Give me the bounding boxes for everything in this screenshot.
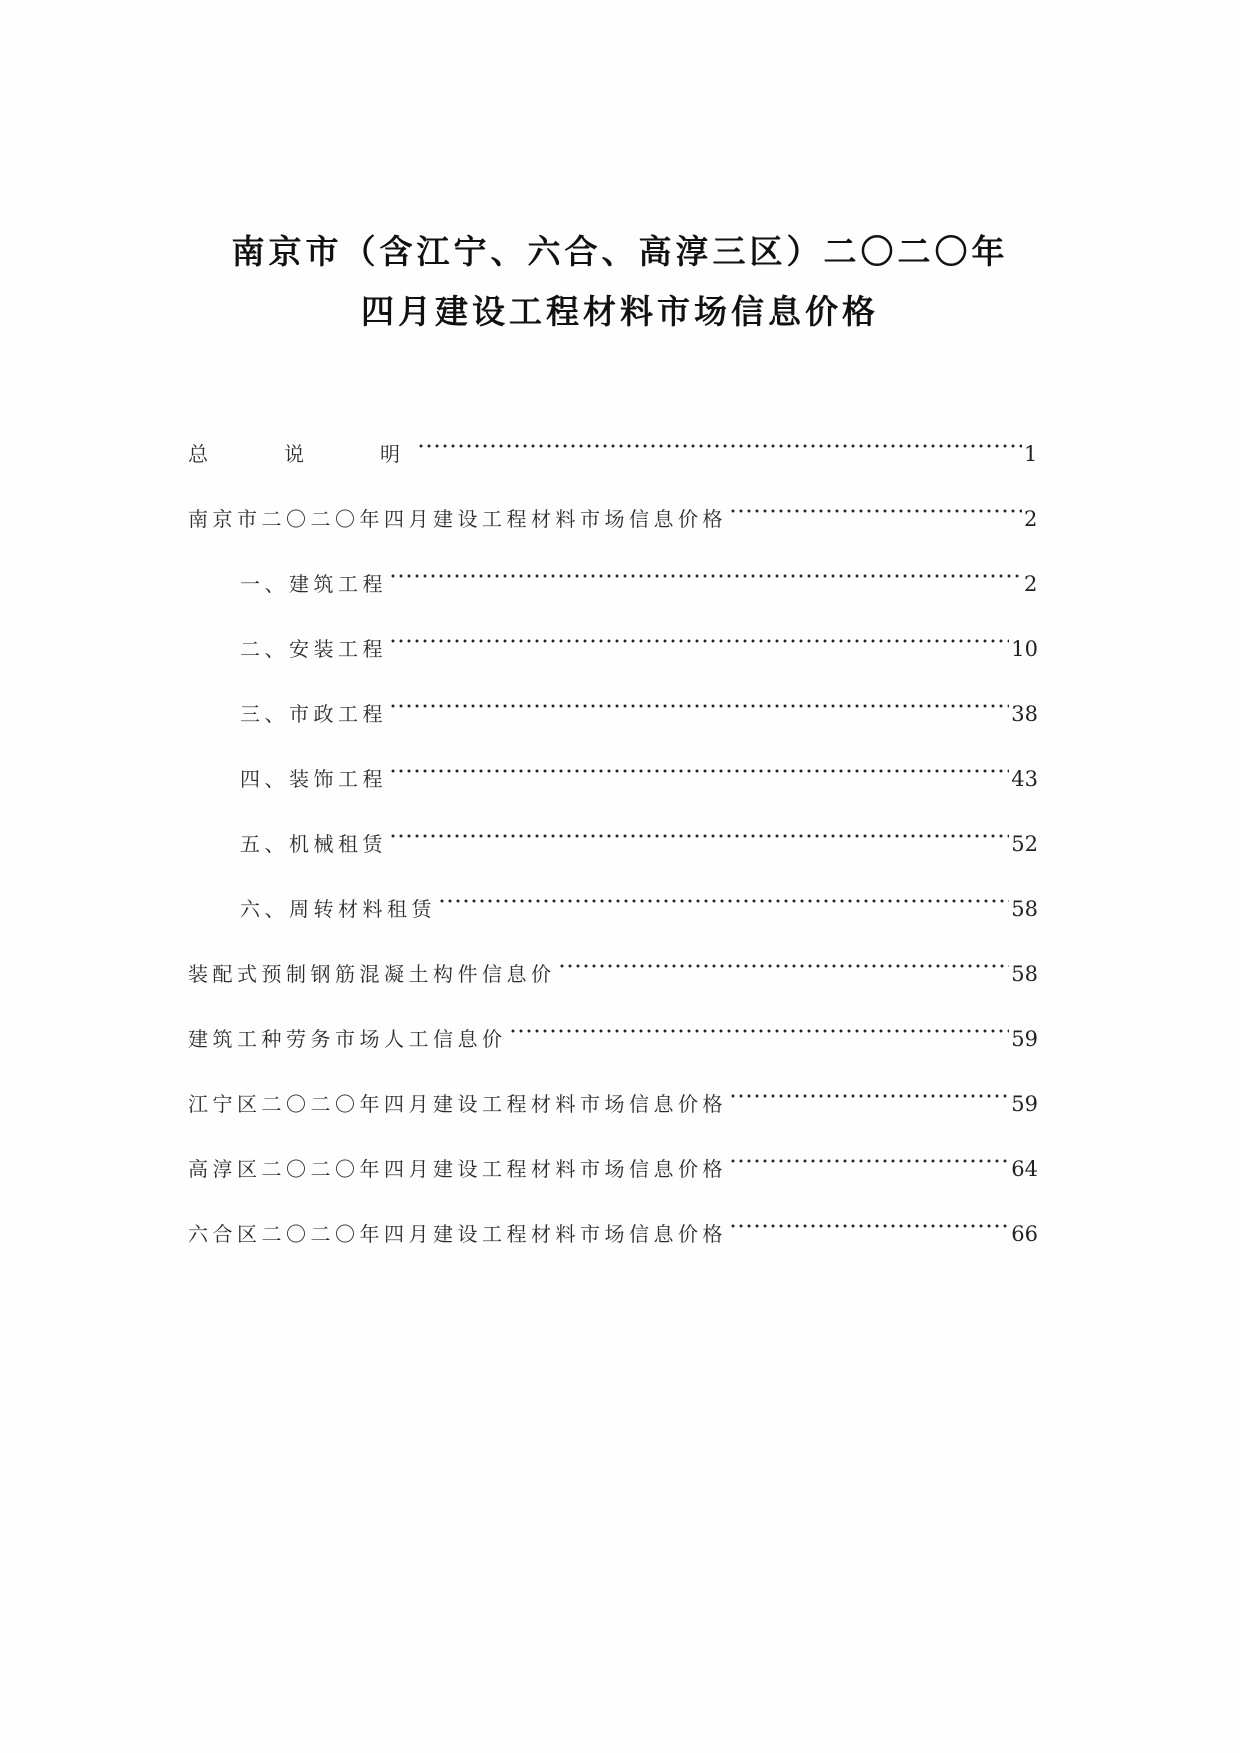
toc-page-number: 66	[1011, 1222, 1038, 1246]
toc-entry-jiangning-prices[interactable]	[188, 1075, 1038, 1140]
toc-entry-precast-concrete[interactable]	[188, 945, 1038, 1010]
toc-page-number: 58	[1011, 962, 1038, 986]
toc-entry-label: 装配式预制钢筋混凝土构件信息价	[188, 962, 556, 986]
toc-page-number: 58	[1011, 897, 1038, 921]
dot-leader	[389, 555, 1022, 591]
toc-entry-label: 三、市政工程	[240, 702, 387, 726]
document-title	[0, 222, 1240, 342]
toc-entry-label: 五、机械租赁	[240, 832, 387, 856]
dot-leader	[389, 620, 1009, 656]
toc-entry-label: 二、安装工程	[240, 637, 387, 661]
dot-leader	[729, 490, 1022, 526]
toc-label-char: 明	[380, 442, 400, 466]
toc-page-number: 52	[1011, 832, 1038, 856]
dot-leader	[729, 1205, 1009, 1241]
toc-page-number: 2	[1024, 507, 1038, 531]
toc-entry-installation-engineering[interactable]	[188, 620, 1038, 685]
toc-entry-municipal-engineering[interactable]	[188, 685, 1038, 750]
dot-leader	[729, 1140, 1009, 1176]
toc-entry-machinery-rental[interactable]	[188, 815, 1038, 880]
toc-entry-general-notes[interactable]	[188, 425, 1038, 490]
title-line-2: 四月建设工程材料市场信息价格	[361, 292, 879, 331]
toc-page-number: 64	[1011, 1157, 1038, 1181]
toc-page-number: 59	[1011, 1092, 1038, 1116]
toc-entry-label: 四、装饰工程	[240, 767, 387, 791]
dot-leader	[389, 815, 1009, 851]
toc-page-number: 59	[1011, 1027, 1038, 1051]
toc-page-number: 2	[1024, 572, 1038, 596]
dot-leader	[417, 425, 1022, 461]
toc-entry-label: 六、周转材料租赁	[240, 897, 436, 921]
dot-leader	[509, 1010, 1010, 1046]
toc-entry-label	[188, 436, 415, 472]
dot-leader	[389, 685, 1009, 721]
toc-entry-turnover-material-rental[interactable]	[188, 880, 1038, 945]
toc-page-number: 38	[1011, 702, 1038, 726]
toc-entry-label: 江宁区二〇二〇年四月建设工程材料市场信息价格	[188, 1092, 727, 1116]
toc-entry-building-engineering[interactable]	[188, 555, 1038, 620]
table-of-contents	[188, 425, 1038, 1270]
toc-entry-gaochun-prices[interactable]	[188, 1140, 1038, 1205]
dot-leader	[438, 880, 1009, 916]
title-line-1: 南京市（含江宁、六合、高淳三区）二〇二〇年	[231, 232, 1009, 271]
toc-entry-label: 高淳区二〇二〇年四月建设工程材料市场信息价格	[188, 1157, 727, 1181]
toc-entry-decoration-engineering[interactable]	[188, 750, 1038, 815]
toc-page-number: 10	[1011, 637, 1038, 661]
dot-leader	[729, 1075, 1009, 1111]
toc-entry-label: 一、建筑工程	[240, 572, 387, 596]
toc-label-char: 总	[188, 442, 208, 466]
toc-entry-luhe-prices[interactable]	[188, 1205, 1038, 1270]
toc-entry-label: 六合区二〇二〇年四月建设工程材料市场信息价格	[188, 1222, 727, 1246]
toc-entry-label: 南京市二〇二〇年四月建设工程材料市场信息价格	[188, 507, 727, 531]
toc-label-char: 说	[284, 442, 304, 466]
toc-entry-nanjing-prices[interactable]	[188, 490, 1038, 555]
dot-leader	[558, 945, 1010, 981]
toc-page-number: 1	[1024, 442, 1038, 466]
dot-leader	[389, 750, 1009, 786]
toc-entry-label: 建筑工种劳务市场人工信息价	[188, 1027, 507, 1051]
toc-entry-labor-prices[interactable]	[188, 1010, 1038, 1075]
toc-page-number: 43	[1011, 767, 1038, 791]
